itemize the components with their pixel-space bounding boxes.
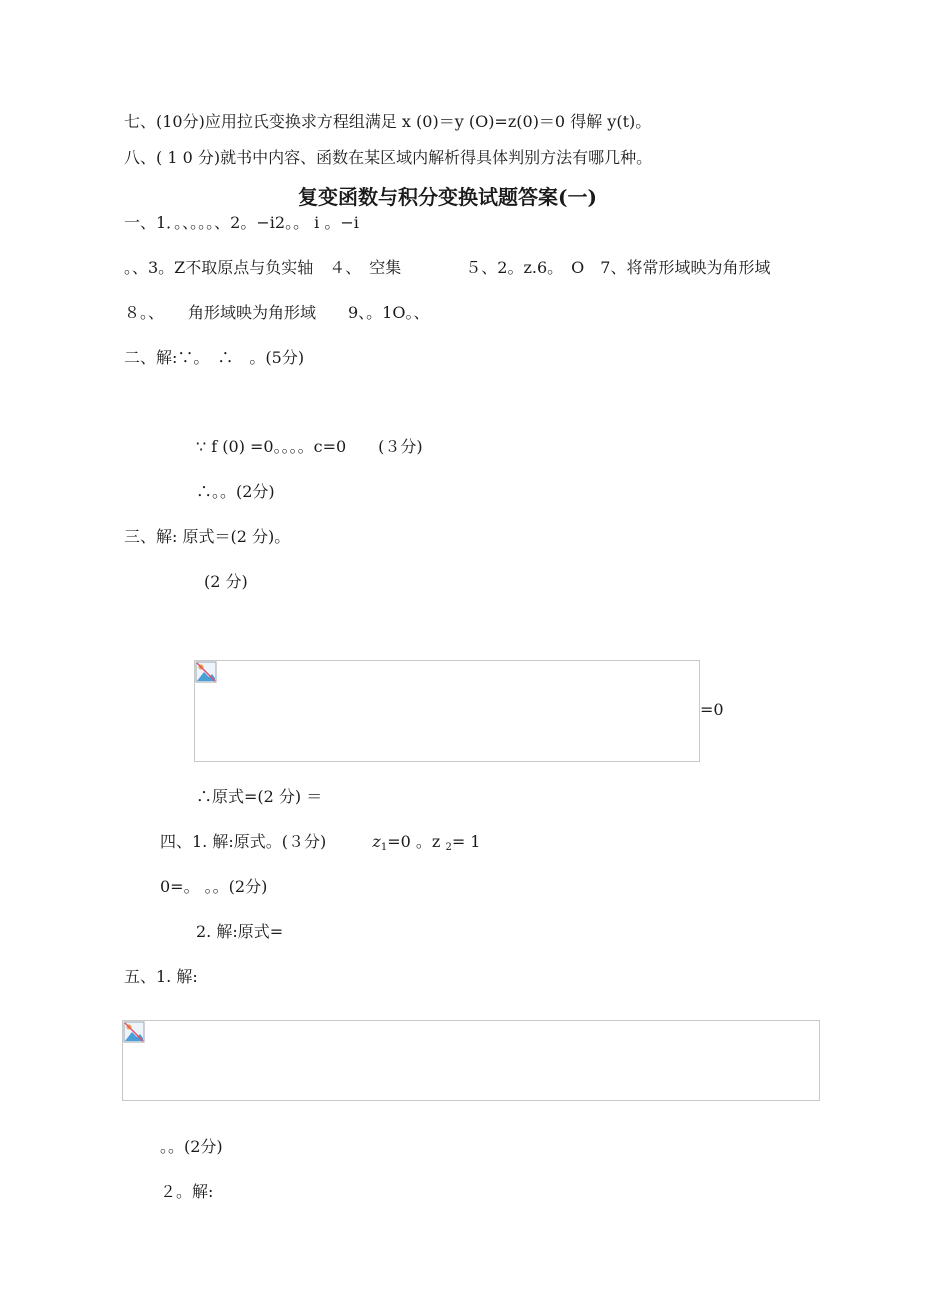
answer-3-line-1: 三、解: 原式＝(2 分)。 — [124, 527, 291, 546]
answer-4-line-1 — [160, 832, 480, 858]
answer-5-line-2: 。。(2分) — [160, 1137, 223, 1156]
question-8: 八、( 1 0 分)就书中内容、函数在某区域内解析得具体判别方法有哪几种。 — [124, 148, 653, 167]
broken-image-icon — [123, 1021, 145, 1043]
question-7: 七、(10分)应用拉氏变换求方程组满足 x (0)＝y (O)=z(0)＝0 得解 y(t)。 — [124, 112, 652, 131]
answer-2-line-3: ∴。。(2分) — [196, 482, 275, 501]
answer-2-line-1: 二、解:∵。 ∴ 。(5分) — [124, 348, 305, 367]
answer-3-line-2: (2 分) — [204, 572, 248, 591]
z1-subscript: 1 — [380, 842, 388, 853]
broken-image-icon — [195, 661, 217, 683]
equation-result: =0 — [700, 700, 724, 719]
z2-value: = 1 — [451, 832, 481, 851]
z1-value: =0 。z — [387, 832, 446, 851]
answer-4-line-2: 0=。 。。(2分) — [160, 877, 268, 896]
equation-image-1 — [194, 660, 700, 762]
z1-label: z — [372, 832, 381, 851]
answer-2-line-2: ∵ f (0) =0。。。。c=0 (３分) — [196, 437, 423, 456]
answer-4-line-3: 2. 解:原式= — [196, 922, 284, 941]
answer-5-line-3: ２。解: — [160, 1182, 214, 1201]
answer-3-line-3: ∴原式=(2 分) ＝ — [196, 787, 323, 806]
answer-title: 复变函数与积分变换试题答案(一) — [298, 185, 597, 209]
z2-subscript: 2 — [445, 842, 452, 853]
answer-1-line-2: 。、3。Z不取原点与负实轴 ４、 空集 ５、2。z.6。 O 7、将常形域映为角形域 — [124, 258, 771, 277]
answer-1-line-3: ８。、 角形域映为角形域 9、。1O。、 — [124, 303, 430, 322]
answer-1-line-1: 一、1．。、。。。、2。−i2。。 i 。−i — [124, 213, 359, 232]
equation-image-2 — [122, 1020, 820, 1101]
answer-5-line-1: 五、1. 解: — [124, 967, 198, 986]
answer-4-text: 四、1. 解:原式。(３分) — [160, 832, 327, 851]
